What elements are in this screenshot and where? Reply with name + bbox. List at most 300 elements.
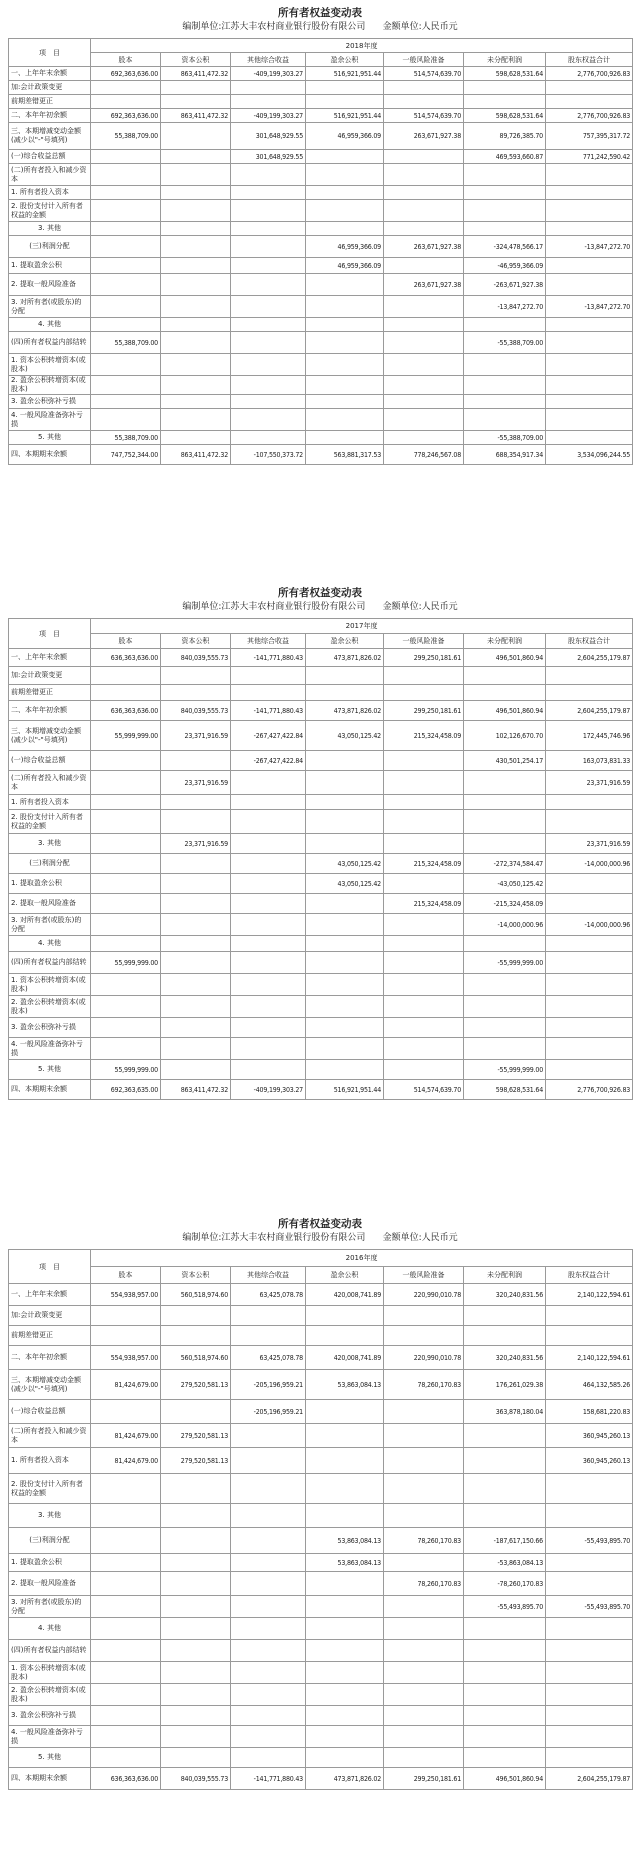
table-body [9,649,633,1100]
row-label: (一)综合收益总额 [9,150,91,164]
amount-cell [464,1424,546,1448]
amount-cell: 299,250,181.61 [384,1768,464,1790]
amount-cell [161,1306,231,1326]
amount-cell [464,996,546,1018]
amount-cell: 81,424,679.00 [91,1448,161,1474]
amount-cell: 55,388,709.00 [91,123,161,150]
amount-cell: 563,881,317.53 [306,445,384,465]
table-header [9,1250,633,1284]
column-header: 未分配利润 [464,1267,546,1284]
row-label: (二)所有者投入和减少资本 [9,164,91,186]
row-label: 前期差错更正 [9,1326,91,1346]
table-row [9,771,633,795]
amount-cell: 46,959,366.09 [306,123,384,150]
amount-cell [384,1038,464,1060]
row-label: 加:会计政策变更 [9,1306,91,1326]
table-row [9,222,633,236]
table-row [9,95,633,109]
column-header: 股东权益合计 [546,1267,633,1284]
amount-cell [384,1684,464,1706]
table-row [9,701,633,721]
column-header: 资本公积 [161,53,231,67]
table-header [9,619,633,649]
amount-cell [464,1474,546,1504]
amount-cell: 215,324,458.09 [384,854,464,874]
amount-cell [91,1572,161,1596]
amount-cell [546,952,633,974]
amount-cell [306,1726,384,1748]
amount-cell [464,795,546,810]
amount-cell [306,952,384,974]
amount-cell: -107,550,373.72 [231,445,306,465]
table-row [9,109,633,123]
amount-cell [464,1018,546,1038]
equity-table [8,618,633,1100]
amount-cell [91,834,161,854]
amount-cell [546,431,633,445]
amount-cell [546,1038,633,1060]
amount-cell [546,258,633,274]
row-label: 1. 提取盈余公积 [9,874,91,894]
amount-cell [161,1474,231,1504]
year-header: 2018年度 [91,39,633,53]
amount-cell [546,395,633,409]
amount-cell [91,1662,161,1684]
amount-cell [161,296,231,318]
amount-cell [464,200,546,222]
table-row [9,894,633,914]
amount-cell [91,894,161,914]
amount-cell: 2,776,700,926.83 [546,1080,633,1100]
amount-cell [464,1504,546,1528]
table-row [9,354,633,376]
amount-cell: 43,050,125.42 [306,854,384,874]
row-label: 1. 资本公积转增资本(或股本) [9,1662,91,1684]
amount-cell [91,914,161,936]
amount-cell: -409,199,303.27 [231,67,306,81]
amount-cell: 420,008,741.89 [306,1346,384,1370]
table-row [9,258,633,274]
amount-cell [384,1060,464,1080]
amount-cell [161,1554,231,1572]
amount-cell [306,1640,384,1662]
amount-cell: 420,008,741.89 [306,1284,384,1306]
amount-cell: 55,999,999.00 [91,1060,161,1080]
amount-cell: 23,371,916.59 [546,834,633,854]
amount-cell: 840,039,555.73 [161,649,231,667]
amount-cell [91,996,161,1018]
amount-cell [91,1400,161,1424]
amount-cell [91,874,161,894]
amount-cell: 176,261,029.38 [464,1370,546,1400]
column-header: 一般风险准备 [384,634,464,649]
table-row [9,1684,633,1706]
amount-cell: -409,199,303.27 [231,109,306,123]
amount-cell [231,258,306,274]
amount-cell [464,974,546,996]
amount-cell [161,200,231,222]
amount-cell [161,751,231,771]
amount-cell [161,1326,231,1346]
amount-cell [161,431,231,445]
amount-cell [231,1706,306,1726]
amount-cell [306,150,384,164]
amount-cell [384,318,464,332]
table-row [9,200,633,222]
amount-cell [306,667,384,685]
column-header: 资本公积 [161,1267,231,1284]
amount-cell [306,1306,384,1326]
row-label: 2. 提取一般风险准备 [9,1572,91,1596]
amount-cell: 514,574,639.70 [384,67,464,81]
amount-cell [546,186,633,200]
amount-cell: 158,681,220.83 [546,1400,633,1424]
amount-cell [161,1504,231,1528]
amount-cell: 840,039,555.73 [161,701,231,721]
amount-cell: -46,959,366.09 [464,258,546,274]
amount-cell: 757,395,317.72 [546,123,633,150]
amount-cell [384,974,464,996]
amount-cell [306,996,384,1018]
amount-cell: 554,938,957.00 [91,1346,161,1370]
amount-cell [384,1326,464,1346]
column-header: 盈余公积 [306,53,384,67]
table-row [9,123,633,150]
row-label: 2. 提取一般风险准备 [9,274,91,296]
table-row [9,1748,633,1768]
amount-cell [546,936,633,952]
amount-cell: 554,938,957.00 [91,1284,161,1306]
amount-cell [91,1528,161,1554]
amount-cell [231,667,306,685]
amount-cell [306,1400,384,1424]
row-label: (二)所有者投入和减少资本 [9,1424,91,1448]
amount-cell [384,1596,464,1618]
amount-cell [231,685,306,701]
amount-cell: 863,411,472.32 [161,67,231,81]
amount-cell [231,894,306,914]
amount-cell: -205,196,959.21 [231,1400,306,1424]
table-row [9,186,633,200]
row-label: 二、本年年初余额 [9,701,91,721]
table-row [9,296,633,318]
amount-cell [91,1618,161,1640]
column-header: 其他综合收益 [231,1267,306,1284]
row-label: (四)所有者权益内部结转 [9,332,91,354]
amount-cell [161,1726,231,1748]
amount-cell [91,1684,161,1706]
table-row [9,1474,633,1504]
amount-cell [161,894,231,914]
row-label: 1. 提取盈余公积 [9,258,91,274]
amount-cell [464,1684,546,1706]
table-row [9,376,633,395]
amount-cell: 2,604,255,179.87 [546,1768,633,1790]
amount-cell [546,332,633,354]
amount-cell [231,1306,306,1326]
amount-cell: -141,771,880.43 [231,649,306,667]
amount-cell [306,200,384,222]
amount-cell [161,810,231,834]
amount-cell [161,1018,231,1038]
amount-cell [546,996,633,1018]
item-header: 项 目 [9,39,91,67]
amount-cell [161,974,231,996]
row-label: 1. 资本公积转增资本(或股本) [9,354,91,376]
amount-cell: -267,427,422.84 [231,721,306,751]
amount-cell: 23,371,916.59 [161,771,231,795]
amount-cell [91,936,161,952]
amount-cell: 496,501,860.94 [464,1768,546,1790]
amount-cell: -55,999,999.00 [464,1060,546,1080]
amount-cell [306,974,384,996]
amount-cell [306,1474,384,1504]
amount-cell: 514,574,639.70 [384,109,464,123]
amount-cell [231,1618,306,1640]
amount-cell [384,164,464,186]
amount-cell [161,952,231,974]
amount-cell [231,1448,306,1474]
amount-cell [306,1572,384,1596]
amount-cell: 301,648,929.55 [231,123,306,150]
amount-cell [546,354,633,376]
amount-cell [306,914,384,936]
amount-cell [231,81,306,95]
amount-cell [161,914,231,936]
row-label: 5. 其他 [9,431,91,445]
table-row [9,1572,633,1596]
amount-cell: 279,520,581.13 [161,1424,231,1448]
amount-cell [384,222,464,236]
row-label: 4. 其他 [9,318,91,332]
column-header: 未分配利润 [464,634,546,649]
amount-cell [546,1572,633,1596]
item-header: 项 目 [9,619,91,649]
row-label: 一、上年年末余额 [9,1284,91,1306]
table-row [9,1554,633,1572]
amount-cell [306,936,384,952]
row-label: (三)利润分配 [9,1528,91,1554]
amount-cell [231,1474,306,1504]
row-label: 2. 盈余公积转增资本(或股本) [9,376,91,395]
amount-cell: 81,424,679.00 [91,1424,161,1448]
amount-cell [231,1018,306,1038]
amount-cell: 473,871,826.02 [306,1768,384,1790]
table-row [9,164,633,186]
amount-cell [91,667,161,685]
amount-cell [306,685,384,701]
amount-cell: 496,501,860.94 [464,649,546,667]
amount-cell [231,914,306,936]
amount-cell [231,332,306,354]
table-row [9,1448,633,1474]
amount-cell: -409,199,303.27 [231,1080,306,1100]
amount-cell [546,222,633,236]
amount-cell: 55,388,709.00 [91,431,161,445]
amount-cell [161,318,231,332]
table-body [9,67,633,465]
amount-cell [161,1038,231,1060]
table-row [9,1596,633,1618]
amount-cell: 840,039,555.73 [161,1768,231,1790]
column-header: 一般风险准备 [384,53,464,67]
row-label: 三、本期增减变动金额(减少以"-"号填列) [9,721,91,751]
column-header: 其他综合收益 [231,634,306,649]
amount-cell: -324,478,566.17 [464,236,546,258]
amount-cell [231,1326,306,1346]
amount-cell [306,1504,384,1528]
amount-cell [91,236,161,258]
table-row [9,1400,633,1424]
row-label: 2. 股份支付计入所有者权益的金额 [9,200,91,222]
amount-cell [231,952,306,974]
amount-cell: 598,628,531.64 [464,109,546,123]
year-header: 2016年度 [91,1250,633,1267]
table-row [9,1080,633,1100]
amount-cell: -272,374,584.47 [464,854,546,874]
row-label: 4. 一般风险准备弥补亏损 [9,1726,91,1748]
row-label: 4. 一般风险准备弥补亏损 [9,409,91,431]
amount-cell [546,1726,633,1748]
table-row [9,395,633,409]
amount-cell [464,667,546,685]
table-row [9,1370,633,1400]
amount-cell: 220,990,010.78 [384,1346,464,1370]
amount-cell [231,222,306,236]
amount-cell [384,685,464,701]
amount-cell [231,1424,306,1448]
amount-cell [231,1504,306,1528]
statement-title: 所有者权益变动表 [278,1218,362,1230]
amount-cell [91,751,161,771]
amount-cell [384,914,464,936]
row-label: 四、本期期末余额 [9,1080,91,1100]
row-label: 3. 对所有者(或股东)的分配 [9,1596,91,1618]
amount-cell [384,1504,464,1528]
row-label: 三、本期增减变动金额(减少以"-"号填列) [9,123,91,150]
amount-cell [231,874,306,894]
amount-cell [306,431,384,445]
year-header: 2017年度 [91,619,633,634]
amount-cell: 747,752,344.00 [91,445,161,465]
amount-cell [231,810,306,834]
row-label: (三)利润分配 [9,236,91,258]
amount-cell: 299,250,181.61 [384,701,464,721]
amount-cell [546,1474,633,1504]
amount-cell: 23,371,916.59 [161,834,231,854]
statement-meta: 编制单位:江苏大丰农村商业银行股份有限公司 金额单位:人民币元 [182,1233,458,1243]
amount-cell [91,274,161,296]
amount-cell [464,1640,546,1662]
amount-cell [384,332,464,354]
row-label: 2. 盈余公积转增资本(或股本) [9,1684,91,1706]
amount-cell [546,1504,633,1528]
amount-cell [384,1726,464,1748]
amount-cell: -13,847,272.70 [546,296,633,318]
row-label: (四)所有者权益内部结转 [9,1640,91,1662]
amount-cell [91,1748,161,1768]
amount-cell [91,685,161,701]
amount-cell [161,685,231,701]
table-row [9,1038,633,1060]
amount-cell [231,296,306,318]
amount-cell [546,1018,633,1038]
amount-cell [464,395,546,409]
amount-cell: -13,847,272.70 [464,296,546,318]
table-row [9,431,633,445]
amount-cell [161,1640,231,1662]
amount-cell [464,1726,546,1748]
amount-cell [384,354,464,376]
amount-cell [546,200,633,222]
amount-cell: 2,140,122,594.61 [546,1346,633,1370]
amount-cell [546,667,633,685]
amount-cell: -187,617,150.66 [464,1528,546,1554]
table-row [9,274,633,296]
amount-cell [161,874,231,894]
amount-cell: 89,726,385.70 [464,123,546,150]
amount-cell [231,854,306,874]
amount-cell [306,164,384,186]
amount-cell [384,1748,464,1768]
amount-cell: 469,593,660.87 [464,150,546,164]
amount-cell [546,95,633,109]
amount-cell: 279,520,581.13 [161,1370,231,1400]
amount-cell [306,1326,384,1346]
amount-cell: -13,847,272.70 [546,236,633,258]
table-row [9,996,633,1018]
amount-cell: 360,945,260.13 [546,1424,633,1448]
row-label: 3. 盈余公积弥补亏损 [9,395,91,409]
column-header: 股东权益合计 [546,53,633,67]
amount-cell [161,1706,231,1726]
table-row [9,914,633,936]
column-header: 股本 [91,634,161,649]
row-label: 四、本期期末余额 [9,1768,91,1790]
amount-cell [91,200,161,222]
amount-cell [231,1596,306,1618]
amount-cell [546,795,633,810]
statement-meta: 编制单位:江苏大丰农村商业银行股份有限公司 金额单位:人民币元 [182,602,458,612]
row-label: 3. 其他 [9,834,91,854]
amount-cell [384,81,464,95]
amount-cell [161,1662,231,1684]
amount-cell: 636,363,636.00 [91,1768,161,1790]
amount-cell [384,258,464,274]
amount-cell: -55,388,709.00 [464,431,546,445]
row-label: 1. 提取盈余公积 [9,1554,91,1572]
amount-cell [161,258,231,274]
amount-cell: -215,324,458.09 [464,894,546,914]
amount-cell: -141,771,880.43 [231,1768,306,1790]
amount-cell: 172,445,746.96 [546,721,633,751]
amount-cell [384,296,464,318]
amount-cell [161,274,231,296]
equity-table [8,1249,633,1790]
amount-cell [91,409,161,431]
row-label: 2. 提取一般风险准备 [9,894,91,914]
amount-cell: 514,574,639.70 [384,1080,464,1100]
amount-cell [546,376,633,395]
amount-cell [546,1748,633,1768]
amount-cell [161,1528,231,1554]
amount-cell: 53,863,084.13 [306,1528,384,1554]
amount-cell [91,1640,161,1662]
amount-cell [306,1448,384,1474]
table-row [9,1528,633,1554]
column-header: 未分配利润 [464,53,546,67]
amount-cell [161,1748,231,1768]
